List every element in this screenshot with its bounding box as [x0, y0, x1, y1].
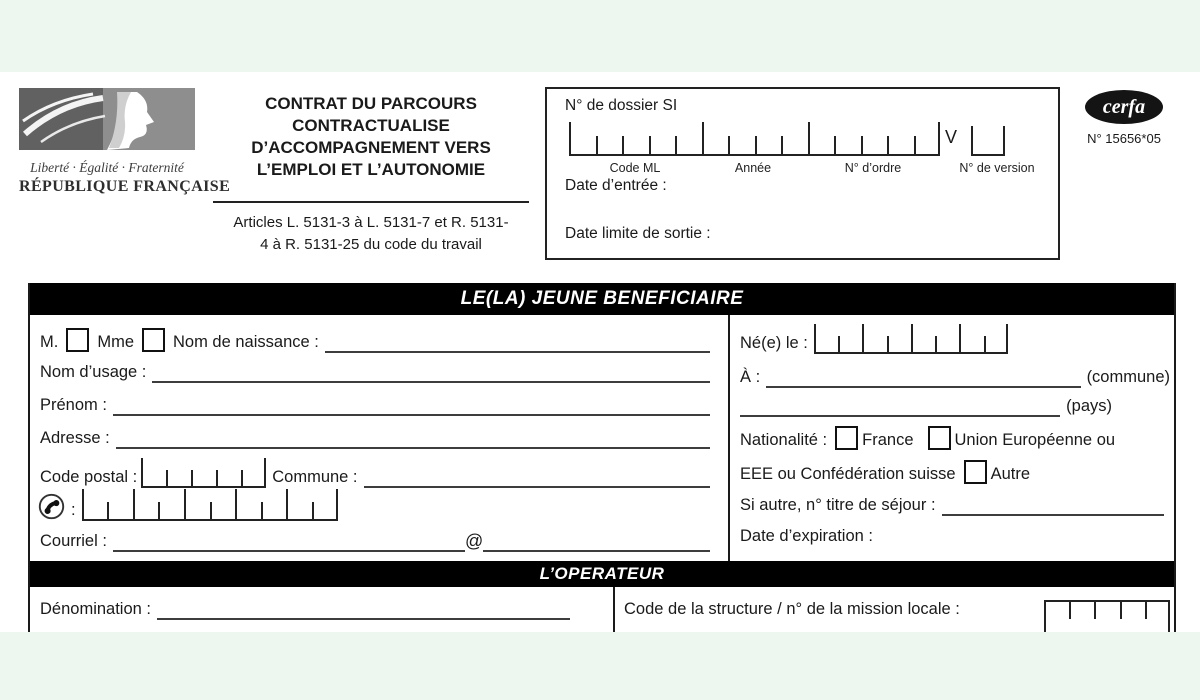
code-structure-comb-field[interactable] — [1044, 600, 1170, 632]
row-ne-le — [740, 325, 1170, 354]
column-divider-operateur — [613, 587, 615, 632]
label-code-postal: Code postal : — [40, 468, 138, 486]
label-autre: Autre — [990, 465, 1030, 483]
label-m: M. — [40, 333, 59, 351]
row-nationalite — [740, 426, 1170, 451]
label-a: À : — [740, 368, 761, 386]
input-line-pays-naissance[interactable] — [740, 395, 1060, 417]
row-lieu-naissance-commune — [740, 366, 1170, 388]
label-denomination: Dénomination : — [40, 600, 151, 618]
cerfa-logo — [1085, 90, 1163, 124]
label-mme: Mme — [97, 333, 135, 351]
label-date-expiration: Date d’expiration : — [740, 527, 873, 545]
section-header-operateur: L’OPERATEUR — [30, 561, 1174, 587]
row-code-structure — [624, 598, 1170, 632]
row-telephone — [38, 491, 708, 521]
checkbox-m[interactable] — [66, 328, 89, 352]
label-eee-suisse: EEE ou Confédération suisse — [740, 465, 956, 483]
label-france: France — [862, 431, 914, 449]
form-title-line: L’EMPLOI ET L’AUTONOMIE — [256, 160, 486, 179]
articles-reference-line: 4 à R. 5131-25 du code du travail — [260, 236, 482, 253]
cerfa-form-number: N° 15656*05 — [1087, 131, 1161, 146]
caption-n-ordre: N° d’ordre — [844, 161, 902, 175]
title-divider — [213, 201, 529, 203]
caption-annee: Année — [734, 161, 772, 175]
label-prenom: Prénom : — [40, 396, 107, 414]
republic-motto: Liberté · Égalité · Fraternité — [30, 160, 184, 175]
cerfa-logo-text: cerfa — [1102, 95, 1146, 118]
cerfa-block — [1082, 90, 1166, 146]
row-titre-sejour — [740, 494, 1164, 516]
input-line-commune-naissance[interactable] — [766, 366, 1080, 388]
label-commune: Commune : — [272, 468, 358, 486]
dossier-number-comb-field[interactable] — [569, 122, 940, 156]
label-phone-separator: : — [71, 501, 76, 519]
column-divider-beneficiaire — [728, 315, 730, 561]
hint-commune: (commune) — [1086, 368, 1170, 386]
label-nom-naissance: Nom de naissance : — [173, 333, 319, 351]
row-denomination — [40, 598, 570, 620]
caption-code-ml: Code ML — [609, 161, 661, 175]
telephone-comb-field[interactable] — [82, 489, 338, 521]
code-postal-comb-field[interactable] — [141, 458, 266, 488]
marianne-logo-image — [19, 88, 195, 150]
label-union-europeenne: Union Européenne ou — [954, 431, 1116, 449]
checkbox-autre[interactable] — [964, 460, 987, 484]
label-nom-usage: Nom d’usage : — [40, 363, 147, 381]
label-adresse: Adresse : — [40, 429, 110, 447]
section-header-beneficiaire: LE(LA) JEUNE BENEFICIAIRE — [30, 283, 1174, 315]
birth-date-comb-field[interactable] — [814, 324, 1008, 354]
articles-reference-line: Articles L. 5131-3 à L. 5131-7 et R. 5131- — [233, 214, 509, 231]
label-titre-sejour: Si autre, n° titre de séjour : — [740, 496, 936, 514]
row-civility-nom-naissance — [40, 328, 710, 353]
dossier-si-label: N° de dossier SI — [565, 97, 678, 114]
label-ne-le: Né(e) le : — [740, 334, 808, 352]
checkbox-union-europeenne[interactable] — [928, 426, 951, 450]
form-table — [28, 283, 1176, 632]
input-line-email-local[interactable] — [113, 530, 465, 552]
checkbox-mme[interactable] — [142, 328, 165, 352]
label-courriel: Courriel : — [40, 532, 107, 550]
row-date-expiration — [740, 525, 1170, 547]
label-nationalite: Nationalité : — [740, 431, 828, 449]
dossier-si-box — [545, 87, 1060, 260]
input-line-nom-usage[interactable] — [152, 361, 710, 383]
date-entree-label: Date d’entrée : — [565, 177, 667, 194]
input-line-denomination[interactable] — [157, 598, 570, 620]
input-line-adresse[interactable] — [116, 427, 710, 449]
row-lieu-naissance-pays — [740, 395, 1112, 417]
hint-pays: (pays) — [1066, 397, 1112, 415]
row-nom-usage — [40, 361, 710, 383]
row-courriel — [40, 530, 710, 552]
input-line-prenom[interactable] — [113, 394, 710, 416]
input-line-email-domain[interactable] — [483, 530, 710, 552]
republique-francaise-logo — [19, 88, 231, 196]
date-limite-sortie-label: Date limite de sortie : — [565, 225, 711, 242]
form-title-line: CONTRACTUALISE — [292, 116, 450, 135]
label-code-structure: Code de la structure / n° de la mission locale : — [624, 600, 960, 618]
input-line-commune[interactable] — [364, 466, 710, 488]
republic-name: RÉPUBLIQUE FRANÇAISE — [19, 178, 231, 195]
form-title-block — [205, 93, 537, 256]
row-code-postal-commune — [40, 459, 710, 488]
row-adresse — [40, 427, 710, 449]
version-letter: V — [945, 127, 958, 147]
form-title-line: D’ACCOMPAGNEMENT VERS — [251, 138, 491, 157]
caption-n-version: N° de version — [959, 161, 1035, 175]
input-line-titre-sejour[interactable] — [942, 494, 1164, 516]
version-box-field[interactable] — [971, 126, 1005, 156]
checkbox-france[interactable] — [835, 426, 858, 450]
row-prenom — [40, 394, 710, 416]
at-sign: @ — [464, 531, 484, 551]
telephone-icon — [38, 493, 65, 520]
row-eee-autre — [740, 460, 1170, 485]
input-line-nom-naissance[interactable] — [325, 331, 710, 353]
form-title-line: CONTRAT DU PARCOURS — [265, 94, 477, 113]
